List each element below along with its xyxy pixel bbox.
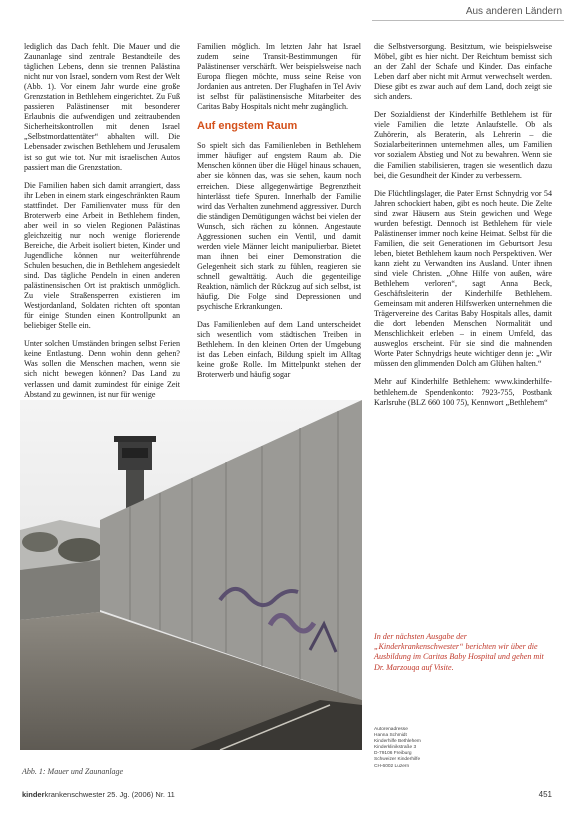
journal-rest: krankenschwester 25. Jg. (2006) Nr. 11 [44,790,175,799]
author-address-text: Autorenadresse Hanna Schmidt Kinderhilfe Bethlehem Kinderklinikstraße 3 D-79106 Freiburg Schweizer Kinderhilfe CH-6002 Luzern [374,727,421,769]
author-address [374,727,444,770]
wall-photo-illustration [20,400,362,750]
wall-photo [20,400,362,750]
journal-short: kinder [22,790,45,799]
page-number: 451 [538,790,552,799]
section-subheading: Auf engstem Raum [197,120,298,133]
paragraph: Die Familien haben sich damit arrangiert, dass ihr Leben in einem stark eingeschränkten Raum stattfindet. Der Familienvater muss für den Broterwerb eine Arbeit in Bethlehem finden, aber weil in so vielen Regionen Palästinas gleichzeitig nur noch wenige florierende Bereiche, die Arbeit isoliert bieten, Kinder und Jugendliche können nur weiterführende Schulen besuchen, die in Bethlehem angesiedelt sind. Das tägliche Pendeln in einen anderen palästinensischen Ort ist praktisch unmöglich. Zu viele Straßensperren existieren im Westjordanland, Soldaten richten oft spontan für einige Stunden einen Kontrollpunkt an beliebiger Stelle ein. [24,180,180,331]
paragraph: Familien möglich. Im letzten Jahr hat Israel zudem seine Transit-Bestimmungen für Palästinenser verschärft. Wer beispielsweise nach Europa fliegen möchte, muss seine Reise von Jordanien aus antreten. Der Flughafen in Tel Aviv ist selbst für palästinensische Mitarbeiter des Caritas Baby Hospitals nicht mehr zugänglich. [197,42,361,112]
paragraph: Die Flüchtlingslager, die Pater Ernst Schnydrig vor 54 Jahren schockiert haben, gibt es noch heute. Die Zelte sind zwar Häusern aus Stein gewichen und Wege wurden befestigt. Dennoch ist Bethlehem für viele Palästinenser immer noch keine Heimat. Selbst für die Familien, die seit Generationen im Geburtsort Jesu leben, bietet Bethlehem kaum noch Perspektiven. Wer kann zieht zu Verwandten ins Ausland. Unter ihnen sind viele Christen. „Ohne Hilfe von außen, wäre Bethlehem verloren“, sagt Anna Beck, Geschäftsleiterin der Kinderhilfe Bethlehem. Gemeinsam mit anderen Hilfswerken unternehmen die Trägervereine des Caritas Baby Hospitals alles, damit die dort lebenden Menschen Normalität und Menschlichkeit erleben – in einem Umfeld, das ausweglos erscheint. Für sie sind die mahnenden Worte Pater Schnydrigs heute wichtiger denn je: „Wir müssen den glimmenden Dolch am Glühen halten.“ [374,188,552,369]
page-header [0,0,574,20]
header-rule [372,20,564,21]
info-links: Mehr auf Kinderhilfe Bethlehem: www.kinderhilfe-bethlehem.de Spendenkonto: 7923-755, Postbank Karlsruhe (BLZ 660 100 75), Kennwort „Bethlehem“ [374,377,552,407]
photo-caption: Abb. 1: Mauer und Zaunanlage [22,767,124,776]
paragraph: lediglich das Dach fehlt. Die Mauer und die Zaunanlage sind zentrale Bestandteile des täglichen Lebens, denn sie trennen Palästina nicht nur von Israel, sondern vom Rest der Welt (Abb. 1). Vor einem Jahr wurde eine große Grenzstation in Bethlehem eingerichtet. Zu Fuß passieren Palästinenser mit besonderer Erlaubnis die aufwendigen und zeitraubenden Sicherheitskontrollen mit denen Israel „Selbstmordattentäter“ abhalten will. Die Lebensader zwischen Bethlehem und Jerusalem ist so gut wie tot. Nur mit israelischen Autos passiert man die Grenzstation. [24,42,180,172]
column-2 [197,42,361,388]
publication-info [22,790,175,799]
paragraph: Das Familienleben auf dem Land unterscheidet sich wesentlich vom städtischen Treiben in Bethlehem. In den kleinen Orten der Umgebung ist das Leben einfach, Bildung spielt im Alltag keine große Rolle. Im Mittelpunkt stehen der Broterwerb und häufig sogar [197,320,361,380]
column-3 [374,42,552,416]
paragraph: So spielt sich das Familienleben in Bethlehem immer häufiger auf engstem Raum ab. Die Menschen können über die Hügel hinaus schauen, aber sie können das, was sie sehen, kaum noch erreichen. Diese allgegenwärtige Begrenztheit hinterlässt tiefe Spuren. Innerhalb der Familie wird das Verhalten zunehmend aggressiver. Durch die ständigen Demütigungen wächst bei vielen der Wunsch, sich rächen zu können. Angestaute Aggressionen suchen ein Ventil, und damit werden viele Männer leicht manipulierbar. Bietet man ihnen bei einer Demonstration die Gelegenheit sich stark zu fühlen, reagieren sie schnell gewalttätig. Auch die gegenteilige Reaktion, nämlich der Rückzug auf sich selbst, ist häufig. Die Folge sind Depressionen und psychische Erkrankungen. [197,141,361,312]
next-issue-note: In der nächsten Ausgabe der „Kinderkrankenschwester“ berichten wir über die Ausbildung im Caritas Baby Hospital und gehen mit Dr. Marzouqa auf Visite. [374,632,544,672]
paragraph: Der Sozialdienst der Kinderhilfe Bethlehem ist für viele Familien die letzte Anlaufstelle. Ob als Zuhörerin, als Beraterin, als Lehrerin – die Sozialarbeiterinnen unternehmen alles, um Familien vor sozialem Abstieg und Not zu bewahren. Wenn sie die Familien stabilisieren, tragen sie wesentlich dazu bei, die Gesundheit der Kinder zu verbessern. [374,110,552,180]
paragraph: die Selbstversorgung. Besitztum, wie beispielsweise Möbel, gibt es hier nicht. Der Reichtum bemisst sich an der Zahl der Schafe und Kinder. Das einfache Leben darf aber nicht mit Armut verwechselt werden. Diese gibt es zwar auch auf dem Land, doch zeigt sie sich anders. [374,42,552,102]
paragraph: Unter solchen Umständen bringen selbst Ferien keine Entlastung. Denn wohin denn gehen? Was sollen die Menschen machen, wenn sie sich nicht bewegen können? Das Land zu verlassen und damit zumindest für einige Zeit Abstand zu gewinnen, ist nur für wenige [24,339,180,399]
section-label: Aus anderen Ländern [465,6,562,17]
page-footer [22,790,552,804]
column-1 [24,42,180,408]
